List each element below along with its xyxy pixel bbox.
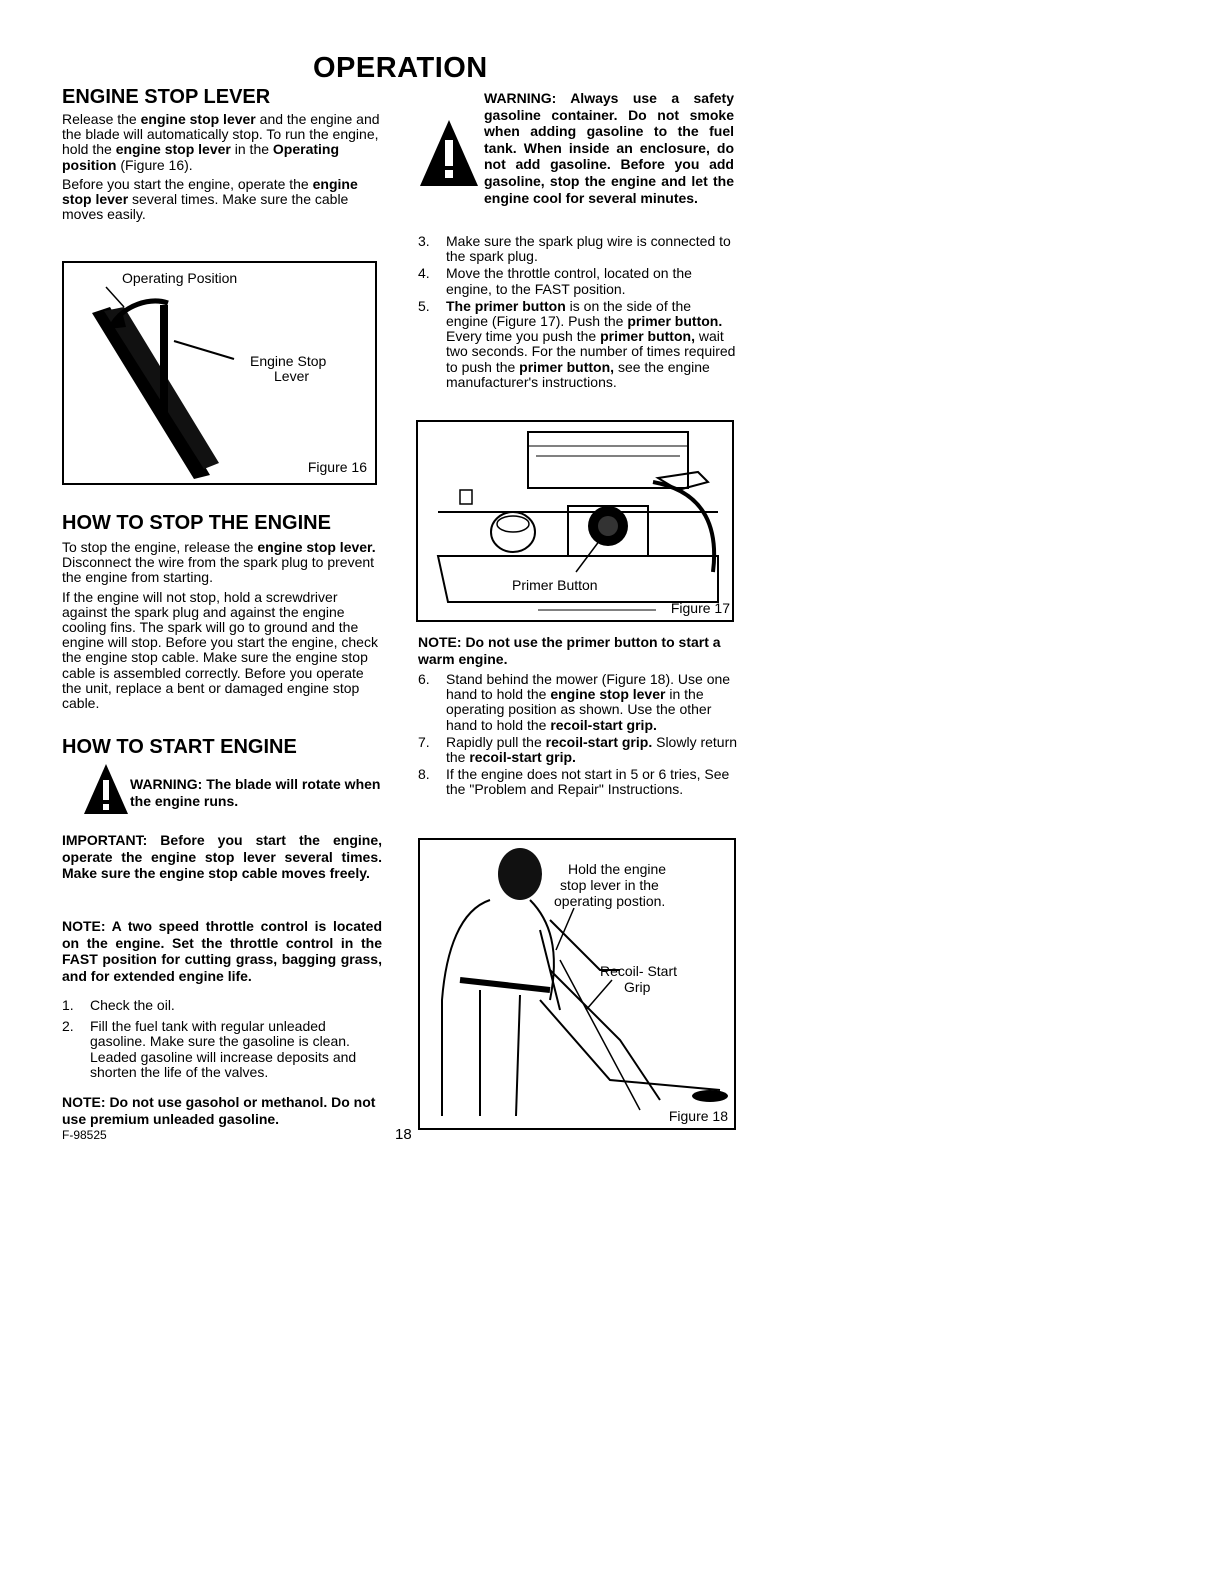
engine-stop-paragraph-2 — [62, 177, 380, 223]
text: To stop the engine, release the — [62, 539, 258, 555]
bold-text: engine stop lever — [62, 175, 358, 208]
page-title: OPERATION — [313, 52, 488, 84]
label-hold-line-3: operating postion. — [554, 893, 666, 909]
list-item — [418, 672, 738, 733]
bold-text: engine stop lever — [115, 141, 231, 158]
label-hold-line-1: Hold the engine — [568, 861, 667, 877]
bold-text: The primer button — [446, 297, 566, 314]
bold-text: engine stop lever. — [257, 539, 376, 555]
step-text: see the engine manufacturer's instructions. — [446, 358, 710, 390]
label-operating-position: Operating Position — [122, 270, 238, 286]
step-number: 7. — [418, 733, 430, 750]
primer-note: NOTE: Do not use the primer button to start a warm engine. — [418, 634, 721, 667]
bold-text: recoil-start grip. — [469, 749, 576, 766]
text: (Figure 16). — [116, 156, 193, 173]
text: several times. Make sure the cable moves easily. — [62, 191, 349, 223]
figure-16 — [62, 261, 377, 485]
steps-list-right-2 — [418, 672, 738, 800]
figure-18-caption: Figure 18 — [668, 1108, 728, 1124]
list-item — [418, 234, 736, 264]
bold-text: Operating position — [62, 141, 340, 173]
step-text: Check the oil. — [90, 997, 175, 1013]
warning-icon — [418, 118, 480, 188]
heading-how-to-stop-engine: HOW TO STOP THE ENGINE — [62, 512, 331, 534]
steps-list-right-1 — [418, 234, 736, 392]
step-text: in the operating position as shown. Use the other hand to hold the — [446, 686, 712, 733]
bold-text: primer button, — [519, 358, 615, 375]
step-number: 1. — [62, 997, 74, 1013]
list-item — [62, 1019, 382, 1080]
step-number: 4. — [418, 265, 430, 282]
label-lever: Lever — [274, 368, 310, 384]
gasoline-warning: WARNING: Always use a safety gasoline container. Do not smoke when adding gasoline to the fuel tank. When inside an enclosure, do not add gasoline. Before you add gasoline, stop the engine and let the engine cool for several minutes. — [484, 90, 734, 206]
label-hold-line-2: stop lever in the — [560, 877, 659, 893]
engine-stop-lever-text — [62, 112, 380, 222]
step-number: 3. — [418, 233, 430, 249]
step-text: wait two seconds. For the number of times required to push the — [446, 328, 736, 375]
bold-text: primer button. — [627, 313, 723, 330]
list-item — [62, 998, 382, 1013]
list-item — [418, 299, 736, 390]
step-text: Fill the fuel tank with regular unleaded gasoline. Make sure the gasoline is clean. Leaded gasoline will increase deposits and shorten the life of the valves. — [90, 1018, 357, 1080]
label-recoil-start: Recoil- Start — [600, 963, 678, 979]
figure-16-caption: Figure 16 — [307, 459, 367, 475]
stop-engine-text — [62, 540, 382, 711]
list-item — [418, 735, 738, 765]
text: in the — [230, 141, 273, 158]
engine-stop-paragraph-1 — [62, 112, 380, 173]
warning-icon — [82, 762, 130, 816]
blade-rotate-warning: WARNING: The blade will rotate when the engine runs. — [130, 776, 381, 809]
steps-list-left — [62, 998, 382, 1082]
stop-engine-paragraph-2: If the engine will not stop, hold a screwdriver against the spark plug and against the engine cooling fins. The spark will go to ground and the engine will stop. Before you start the engine, check the engine stop cable. Make sure the engine stop cable is assembled correctly. Before you operate the unit, replace a bent or damaged engine stop cable. — [62, 588, 378, 712]
bold-text: engine stop lever — [140, 111, 256, 127]
step-text: Make sure the spark plug wire is connected to the spark plug. — [446, 233, 731, 265]
gasohol-note: NOTE: Do not use gasohol or methanol. Do not use premium unleaded gasoline. — [62, 1094, 376, 1127]
label-primer-button: Primer Button — [512, 577, 598, 593]
figure-17 — [416, 420, 734, 622]
step-number: 2. — [62, 1018, 74, 1035]
step-text: Stand behind the mower (Figure 18). Use one hand to hold the — [446, 671, 731, 703]
important-note: IMPORTANT: Before you start the engine, operate the engine stop lever several times. Make sure the engine stop cable moves freely. — [62, 832, 382, 882]
document-code: F-98525 — [62, 1128, 107, 1142]
step-text: Move the throttle control, located on the engine, to the FAST position. — [446, 265, 692, 297]
text: Before you start the engine, operate the — [62, 175, 313, 192]
list-item — [418, 266, 736, 296]
step-text: Every time you push the — [446, 328, 601, 345]
label-grip: Grip — [624, 979, 651, 995]
bold-text: engine stop lever — [550, 686, 666, 703]
figure-18 — [418, 838, 736, 1130]
step-text: If the engine does not start in 5 or 6 tries, See the "Problem and Repair" Instructions. — [446, 766, 730, 798]
step-number: 8. — [418, 766, 430, 783]
page-number: 18 — [395, 1126, 412, 1143]
throttle-note: NOTE: A two speed throttle control is located on the engine. Set the throttle control in the FAST position for cutting grass, bagging grass, and for extended engine life. — [62, 918, 382, 984]
step-number: 5. — [418, 297, 430, 314]
bold-text: recoil-start grip. — [545, 733, 653, 750]
stop-engine-paragraph-1 — [62, 540, 382, 586]
step-text: Rapidly pull the — [446, 733, 546, 750]
figure-17-caption: Figure 17 — [670, 600, 730, 616]
step-number: 6. — [418, 671, 430, 687]
bold-text: recoil-start grip. — [550, 716, 657, 733]
engine-stop-lever-illustration — [64, 263, 375, 483]
step-text: Slowly return the — [446, 733, 738, 766]
bold-text: primer button, — [600, 328, 695, 345]
step-text: is on the side of the engine (Figure 17). Push the — [446, 297, 692, 330]
text: and the engine and the blade will automatically stop. To run the engine, hold the — [62, 111, 380, 158]
heading-engine-stop-lever: ENGINE STOP LEVER — [62, 86, 271, 108]
list-item — [418, 767, 738, 797]
heading-how-to-start-engine: HOW TO START ENGINE — [62, 736, 297, 758]
label-engine-stop: Engine Stop — [250, 353, 327, 369]
text: Release the — [62, 111, 141, 127]
text: Disconnect the wire from the spark plug to prevent the engine from starting. — [62, 554, 375, 586]
